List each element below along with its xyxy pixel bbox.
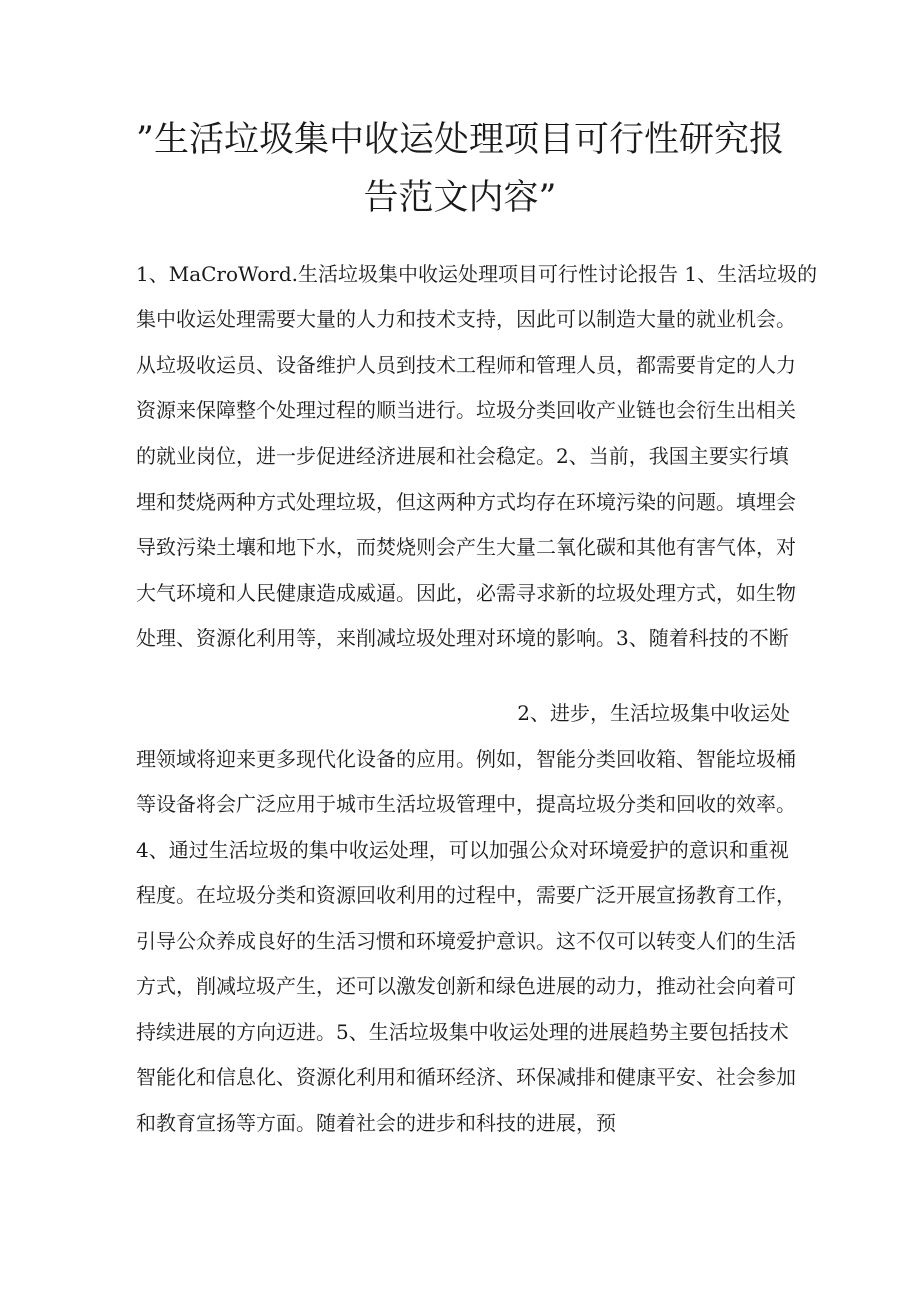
body-line: 的就业岗位，进一步促进经济进展和社会稳定。2、当前，我国主要实行填 bbox=[136, 444, 789, 468]
body-line: 处理、资源化利用等，来削减垃圾处理对环境的影响。3、随着科技的不断 bbox=[136, 626, 789, 650]
body-line: 程度。在垃圾分类和资源回收利用的过程中，需要广泛开展宣扬教育工作， bbox=[136, 883, 796, 907]
body-line: 1、MaCroWord.生活垃圾集中收运处理项目可行性讨论报告 1、生活垃圾的 bbox=[136, 262, 818, 286]
body-line: 集中收运处理需要大量的人力和技术支持，因此可以制造大量的就业机会。 bbox=[136, 307, 796, 331]
body-line-right-aligned: 2、进步，生活垃圾集中收运处 bbox=[517, 701, 790, 725]
body-line: 持续进展的方向迈进。5、生活垃圾集中收运处理的进展趋势主要包括技术 bbox=[136, 1020, 789, 1044]
body-line: 4、通过生活垃圾的集中收运处理，可以加强公众对环境爱护的意识和重视 bbox=[136, 838, 789, 862]
body-line: 和教育宣扬等方面。随着社会的进步和科技的进展，预 bbox=[136, 1111, 616, 1135]
body-line: 理领域将迎来更多现代化设备的应用。例如，智能分类回收箱、智能垃圾桶 bbox=[136, 747, 796, 771]
body-line: 资源来保障整个处理过程的顺当进行。垃圾分类回收产业链也会衍生出相关 bbox=[136, 398, 796, 422]
body-line: 等设备将会广泛应用于城市生活垃圾管理中，提高垃圾分类和回收的效率。 bbox=[136, 792, 796, 816]
body-line: 智能化和信息化、资源化利用和循环经济、环保减排和健康平安、社会参加 bbox=[136, 1065, 796, 1089]
body-line: 方式，削减垃圾产生，还可以激发创新和绿色进展的动力，推动社会向着可 bbox=[136, 974, 796, 998]
body-line: 大气环境和人民健康造成威逼。因此，必需寻求新的垃圾处理方式，如生物 bbox=[136, 581, 796, 605]
body-line: 从垃圾收运员、设备维护人员到技术工程师和管理人员，都需要肯定的人力 bbox=[136, 353, 796, 377]
body-line: 引导公众养成良好的生活习惯和环境爱护意识。这不仅可以转变人们的生活 bbox=[136, 929, 796, 953]
body-line: 导致污染土壤和地下水，而焚烧则会产生大量二氧化碳和其他有害气体，对 bbox=[136, 535, 796, 559]
document-title-line-2: 告范文内容” bbox=[363, 178, 557, 218]
body-line: 埋和焚烧两种方式处理垃圾，但这两种方式均存在环境污染的问题。填埋会 bbox=[136, 490, 796, 514]
document-title-line-1: ”生活垃圾集中收运处理项目可行性研究报 bbox=[136, 120, 784, 160]
